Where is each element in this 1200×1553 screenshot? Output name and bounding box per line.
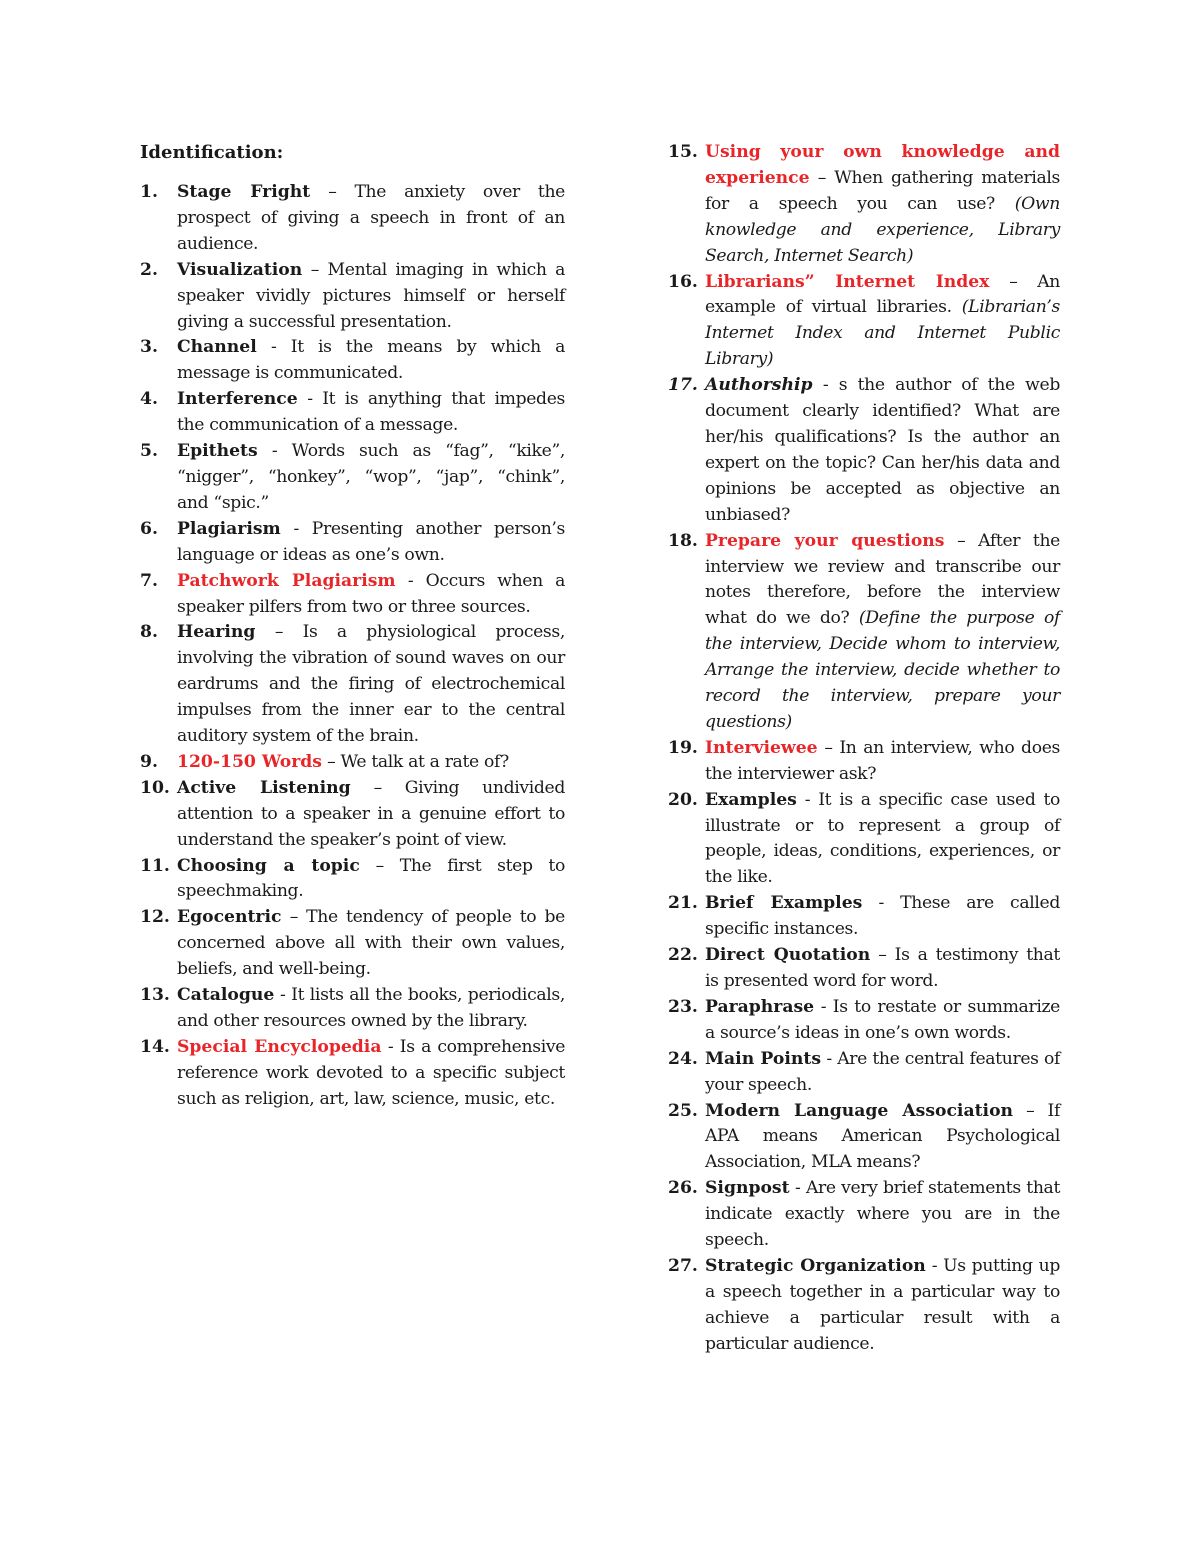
- list-item: [140, 620, 565, 750]
- item-separator: –: [944, 530, 979, 551]
- item-term: Patchwork Plagiarism: [177, 570, 396, 591]
- item-definition: Presenting another person’s language or ideas as one’s own.: [177, 518, 566, 565]
- item-separator: –: [870, 945, 895, 966]
- item-term: Brief Examples: [705, 893, 863, 914]
- item-term: Modern Language Association: [705, 1100, 1014, 1121]
- item-definition: Is to restate or summarize a source’s ideas in one’s own words.: [705, 996, 1060, 1043]
- item-separator: –: [310, 182, 355, 202]
- item-number: 8.: [140, 622, 158, 643]
- item-separator: -: [814, 996, 833, 1017]
- item-definition: It is anything that impedes the communication of a message.: [177, 389, 565, 436]
- item-separator: –: [809, 167, 835, 188]
- list-item: [668, 1254, 1060, 1358]
- list-item: [140, 983, 565, 1035]
- list-item: [668, 1099, 1060, 1177]
- item-definition: Are very brief statements that indicate exactly where you are in the speech.: [705, 1178, 1060, 1251]
- item-separator: -: [274, 985, 292, 1006]
- item-number: 24.: [668, 1048, 698, 1069]
- item-separator: –: [359, 855, 400, 876]
- list-item: [140, 439, 565, 517]
- item-number: 25.: [668, 1100, 698, 1121]
- item-term: Prepare your questions: [705, 530, 945, 551]
- item-definition: The anxiety over the prospect of giving a speech in front of an audience.: [177, 182, 565, 254]
- item-term: Signpost: [705, 1178, 790, 1199]
- item-number: 2.: [140, 259, 158, 280]
- item-definition: Mental imaging in which a speaker vividly pictures himself or herself giving a successful presentation.: [177, 259, 565, 332]
- item-number: 3.: [140, 337, 158, 358]
- item-separator: –: [1013, 1100, 1048, 1121]
- item-definition: It is the means by which a message is communicated.: [177, 337, 566, 384]
- item-definition: Is a comprehensive reference work devoted to a specific subject such as religion, art, law, science, music, etc.: [177, 1036, 566, 1109]
- item-number: 15.: [668, 142, 698, 162]
- left-item-list: [140, 180, 565, 1113]
- item-term: Visualization: [177, 259, 303, 280]
- item-separator: –: [817, 737, 840, 758]
- item-term: Direct Quotation: [705, 945, 871, 966]
- item-separator: –: [281, 907, 307, 928]
- item-separator: –: [302, 259, 328, 280]
- item-term: Main Points: [705, 1048, 821, 1069]
- item-separator: –: [989, 271, 1038, 292]
- item-term: Special Encyclopedia: [177, 1036, 382, 1057]
- page-heading: Identification:: [140, 142, 284, 163]
- item-number: 23.: [668, 996, 698, 1017]
- item-number: 14.: [140, 1036, 170, 1057]
- item-number: 11.: [140, 855, 170, 876]
- item-definition: Is a testimony that is presented word for word.: [705, 945, 1060, 991]
- item-definition: In an interview, who does the interviewer ask?: [705, 737, 1060, 784]
- item-definition: We talk at a rate of?: [340, 751, 509, 772]
- item-definition: Us putting up a speech together in a particular way to achieve a particular result with a particular audience.: [705, 1255, 1060, 1354]
- item-number: 21.: [668, 893, 698, 914]
- list-item: [668, 891, 1060, 943]
- item-definition: After the interview we review and transcribe our notes therefore, before the interview what do we do?: [705, 530, 1060, 629]
- item-answer-note: (Librarian’s Internet Index and Internet Public Library): [705, 297, 1060, 370]
- item-definition: It lists all the books, periodicals, and other resources owned by the library.: [177, 985, 565, 1031]
- item-term: Epithets: [177, 441, 258, 462]
- item-term: Choosing a topic: [177, 855, 360, 876]
- item-term: Strategic Organization: [705, 1255, 926, 1276]
- item-number: 16.: [668, 271, 698, 292]
- item-separator: –: [255, 622, 303, 643]
- item-separator: -: [257, 441, 292, 462]
- item-separator: -: [925, 1255, 944, 1276]
- item-number: 9.: [140, 751, 158, 772]
- item-term: Hearing: [177, 622, 256, 643]
- item-definition: It is a specific case used to illustrate or to represent a group of people, ideas, conditions, experiences, or the like.: [705, 789, 1060, 888]
- item-separator: -: [297, 389, 323, 410]
- item-separator: -: [280, 518, 312, 539]
- item-definition: Words such as “fag”, “kike”, “nigger”, “honkey”, “wop”, “jap”, “chink”, and “spic.”: [177, 441, 565, 513]
- list-item: [668, 1176, 1060, 1254]
- list-item: [140, 258, 565, 336]
- list-item: [140, 517, 565, 569]
- list-item: [140, 1035, 565, 1113]
- item-number: 13.: [140, 985, 170, 1006]
- item-definition: Is a physiological process, involving the vibration of sound waves on our eardrums and the firing of electrochemical impulses from the inner ear to the central auditory system of the brain.: [177, 622, 565, 747]
- list-item: [140, 854, 565, 906]
- item-definition: If APA means American Psychological Association, MLA means?: [705, 1100, 1060, 1173]
- item-definition: An example of virtual libraries.: [705, 271, 1060, 318]
- list-item: [668, 529, 1060, 736]
- list-item: [668, 140, 1060, 270]
- item-number: 4.: [140, 389, 158, 410]
- list-item: [668, 1047, 1060, 1099]
- item-number: 26.: [668, 1178, 698, 1199]
- item-separator: -: [862, 893, 901, 914]
- item-definition: s the author of the web document clearly identified? What are her/his qualifications? Is the author an expert on the topic? Can her/his data and opinions be accepted as objective an unbiased?: [705, 375, 1060, 525]
- list-item: [140, 180, 565, 258]
- item-term: Channel: [177, 337, 257, 358]
- left-column: [140, 140, 565, 1113]
- item-definition: These are called specific instances.: [705, 893, 1060, 940]
- item-term: Using your own knowledge and experience: [705, 142, 1060, 188]
- item-term: Interference: [177, 389, 298, 410]
- item-separator: -: [395, 570, 426, 591]
- list-item: [668, 788, 1060, 892]
- list-item: [140, 335, 565, 387]
- item-number: 5.: [140, 441, 158, 462]
- item-term: Authorship: [705, 375, 813, 396]
- item-separator: -: [796, 789, 819, 810]
- item-definition: Giving undivided attention to a speaker in a genuine effort to understand the speaker’s point of view.: [177, 777, 565, 850]
- item-number: 12.: [140, 907, 170, 928]
- item-number: 27.: [668, 1255, 698, 1276]
- item-definition: The tendency of people to be concerned above all with their own values, beliefs, and well-being.: [177, 907, 565, 980]
- list-item: [668, 943, 1060, 995]
- item-number: 7.: [140, 570, 158, 591]
- item-term: Plagiarism: [177, 518, 281, 539]
- item-term: Interviewee: [705, 737, 818, 758]
- item-separator: -: [381, 1036, 400, 1057]
- item-term: Librarians” Internet Index: [705, 271, 990, 292]
- list-item: [140, 905, 565, 983]
- list-item: [668, 995, 1060, 1047]
- item-definition: When gathering materials for a speech you can use?: [705, 167, 1060, 214]
- item-number: 18.: [668, 530, 698, 551]
- item-separator: -: [821, 1048, 838, 1069]
- list-item: [668, 373, 1060, 528]
- item-answer-note: (Define the purpose of the interview, Decide whom to interview, Arrange the interview, decide whether to record the interview, prepare your questions): [705, 608, 1060, 732]
- item-number: 10.: [140, 777, 170, 798]
- item-number: 1.: [140, 182, 158, 202]
- item-definition: Are the central features of your speech.: [705, 1048, 1060, 1095]
- item-separator: –: [322, 751, 341, 772]
- list-item: [668, 270, 1060, 374]
- item-definition: The first step to speechmaking.: [177, 855, 565, 902]
- list-item: [140, 387, 565, 439]
- list-item: [140, 569, 565, 621]
- item-term: Examples: [705, 789, 797, 810]
- item-answer-note: (Own knowledge and experience, Library Search, Internet Search): [705, 193, 1060, 266]
- item-separator: -: [812, 375, 839, 396]
- item-separator: -: [256, 337, 291, 358]
- item-term: 120-150 Words: [177, 751, 322, 772]
- item-number: 17.: [668, 375, 698, 396]
- list-item: [668, 736, 1060, 788]
- item-term: Stage Fright: [177, 182, 311, 202]
- item-definition: Occurs when a speaker pilfers from two or three sources.: [177, 570, 565, 617]
- item-term: Egocentric: [177, 907, 282, 928]
- item-term: Paraphrase: [705, 996, 815, 1017]
- item-separator: –: [350, 777, 405, 798]
- item-number: 19.: [668, 737, 698, 758]
- item-term: Active Listening: [177, 777, 351, 798]
- list-item: [140, 776, 565, 854]
- item-number: 6.: [140, 518, 158, 539]
- right-column: [668, 140, 1060, 1358]
- item-number: 20.: [668, 789, 698, 810]
- item-term: Catalogue: [177, 985, 275, 1006]
- item-separator: -: [789, 1178, 806, 1199]
- list-item: [140, 750, 565, 776]
- item-number: 22.: [668, 945, 698, 966]
- right-item-list: [668, 140, 1060, 1358]
